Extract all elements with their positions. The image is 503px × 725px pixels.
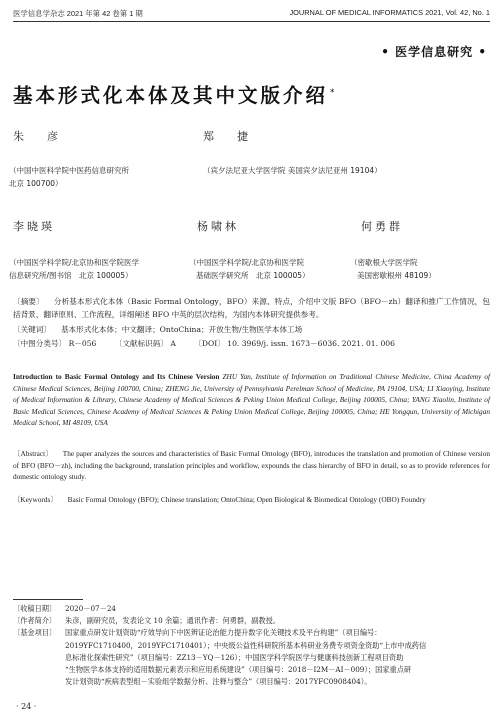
fund-line-4: “生物医学本体支持的适用数据元素表示和应用系统建设”（项目编号：2018－I2M－AI－009）；国家重点研: [65, 665, 412, 675]
footnote-fund: [13, 627, 490, 639]
abstract-cn: [13, 295, 490, 321]
article-title: [13, 80, 338, 108]
section-label: • 医学信息研究 •: [381, 45, 487, 59]
doc-label: 〔文献标识码〕: [114, 339, 168, 348]
author-3: 李晓瑛: [13, 220, 55, 233]
footnote-rule: [13, 599, 83, 600]
affiliation-3-line-1: （中国医学科学院/北京协和医学院医学: [9, 258, 140, 267]
keywords-en-label: 〔Keywords〕: [13, 495, 58, 504]
author-4: 杨啸林: [197, 220, 239, 233]
footnote-author: [13, 615, 490, 627]
doi-value: 10. 3969/j. issn. 1673－6036. 2021. 01. 006: [227, 339, 395, 348]
affiliation-5-line-1: （密歇根大学医学院: [350, 258, 418, 267]
affiliation-3: [9, 256, 139, 282]
abstract-cn-label: 〔摘要〕: [13, 297, 44, 306]
header-right: JOURNAL OF MEDICAL INFORMATICS 2021, Vol. 42, No. 1: [289, 8, 490, 17]
keywords-en: [13, 494, 490, 506]
author-1: 朱 彦: [13, 130, 64, 143]
affiliation-4-line-1: （中国医学科学院/北京协和医学院: [189, 258, 305, 267]
cls-value: R－056: [68, 339, 97, 348]
classification-row: [13, 338, 490, 349]
affiliation-4: [189, 256, 310, 282]
fund-label: 〔基金项目〕: [13, 628, 57, 638]
title-text: 基本形式化本体及其中文版介绍: [13, 84, 329, 107]
abstract-en-label: 〔Abstract〕: [13, 449, 53, 458]
fund-line-2: 2019YFC1710400，2019YFC1710401）；中央级公益性科研院所基本科研业务费专项资金资助“上市中成药信: [65, 640, 427, 650]
english-title: Introduction to Basic Formal Ontology and Its Chinese Version: [13, 372, 220, 381]
affiliation-4-line-2: 基础医学研究所 北京 100005）: [196, 271, 310, 280]
title-mark: *: [330, 87, 338, 98]
header-rule: [13, 21, 490, 22]
keywords-en-text: Basic Formal Ontology (BFO); Chinese translation; OntoChina; Open Biological & Biomedical Ontology (OBO) Foundry: [67, 495, 426, 504]
footnote-received: [13, 603, 490, 615]
doc-value: A: [170, 339, 176, 348]
affiliation-1: [9, 164, 129, 190]
english-block: [13, 371, 490, 429]
running-header: [13, 8, 490, 19]
affiliation-1-line-2: 北京 100700）: [9, 179, 63, 188]
doi-label: 〔DOI〕: [194, 339, 225, 348]
abstract-en: [13, 448, 490, 483]
footnotes: [13, 603, 490, 688]
affiliation-1-line-1: （中国中医科学院中医药信息研究所: [9, 166, 129, 175]
author-2: 郑 捷: [203, 130, 254, 143]
header-left: 医学信息学杂志 2021 年第 42 卷第 1 期: [13, 9, 143, 18]
author-5: 何勇群: [361, 220, 403, 233]
author-label: 〔作者简介〕: [13, 616, 57, 626]
affiliation-3-line-2: 信息研究所/图书馆 北京 100005）: [9, 271, 133, 280]
fund-line-3: 息标准化探索性研究”（项目编号：ZZ13－YQ－126）；中国医学科学院医学与健康科技创新工程项目资助: [65, 652, 404, 662]
fund-line-1: 国家重点研发计划资助“疗效导向下中医辨证论治能力提升数字化关键技术及平台构建”（项目编号：: [65, 628, 382, 638]
abstract-cn-text: 分析基本形式化本体（Basic Formal Ontology，BFO）来源、特点，介绍中文版 BFO（BFO－zh）翻译和推广工作情况，包括背景、翻译原则、工作流程，详细阐述 BFO 中英的层次结构，为国内本体研究提供参考。: [13, 297, 490, 320]
author-value: 朱彦，副研究员，发表论文 10 余篇；通讯作者：何勇群，副教授。: [65, 616, 280, 626]
keywords-cn-label: 〔关键词〕: [13, 325, 51, 334]
keywords-cn-text: 基本形式化本体；中文翻译；OntoChina；开放生物/生物医学本体工场: [60, 325, 303, 334]
cls-label: 〔中图分类号〕: [13, 339, 67, 348]
keywords-cn: [13, 323, 490, 336]
affiliation-5: [350, 256, 436, 282]
page-number: · 24 ·: [16, 702, 37, 711]
affiliation-2: [203, 164, 382, 177]
received-label: 〔收稿日期〕: [13, 604, 57, 613]
fund-line-5: 发计划资助“疾病表型组－实验组学数据分析、注释与整合”（项目编号：2017YFC0908404）。: [65, 677, 372, 687]
received-value: 2020－07－24: [65, 604, 116, 613]
abstract-en-text: The paper analyzes the sources and characteristics of Basic Formal Ontology (BFO), introduces the translation and promotion of Chinese version of BFO (BFO－zh), including the background, translation principles and workflow, expounds the class hierarchy of BFO in detail, so as to provide references for domestic ontology study.: [13, 449, 490, 482]
affiliation-5-line-2: 美国密歇根州 48109）: [357, 271, 436, 280]
affiliation-2-line-1: （宾夕法尼亚大学医学院 美国宾夕法尼亚州 19104）: [203, 166, 382, 175]
english-authors: ZHU Yan, Institute of Information on Traditional Chinese Medicine, China Academy of Chinese Medical Sciences, Beijing 100700, China; ZHENG Jie, University of Pennsylvania Perelman School of Medicine, PA 19104, USA; LI Xiaoying, Institute of Medical Information & Library, Chinese Academy of Medical Sciences & Peking Union Medical College, Beijing 100005, China; YANG Xiaolin, Institute of Basic Medical Sciences, Chinese Academy of Medical Sciences & Peking Union Medical College, Beijing 100005, China; HE Yongqun, University of Michigan Medical School, MI 48109, USA: [13, 372, 491, 428]
